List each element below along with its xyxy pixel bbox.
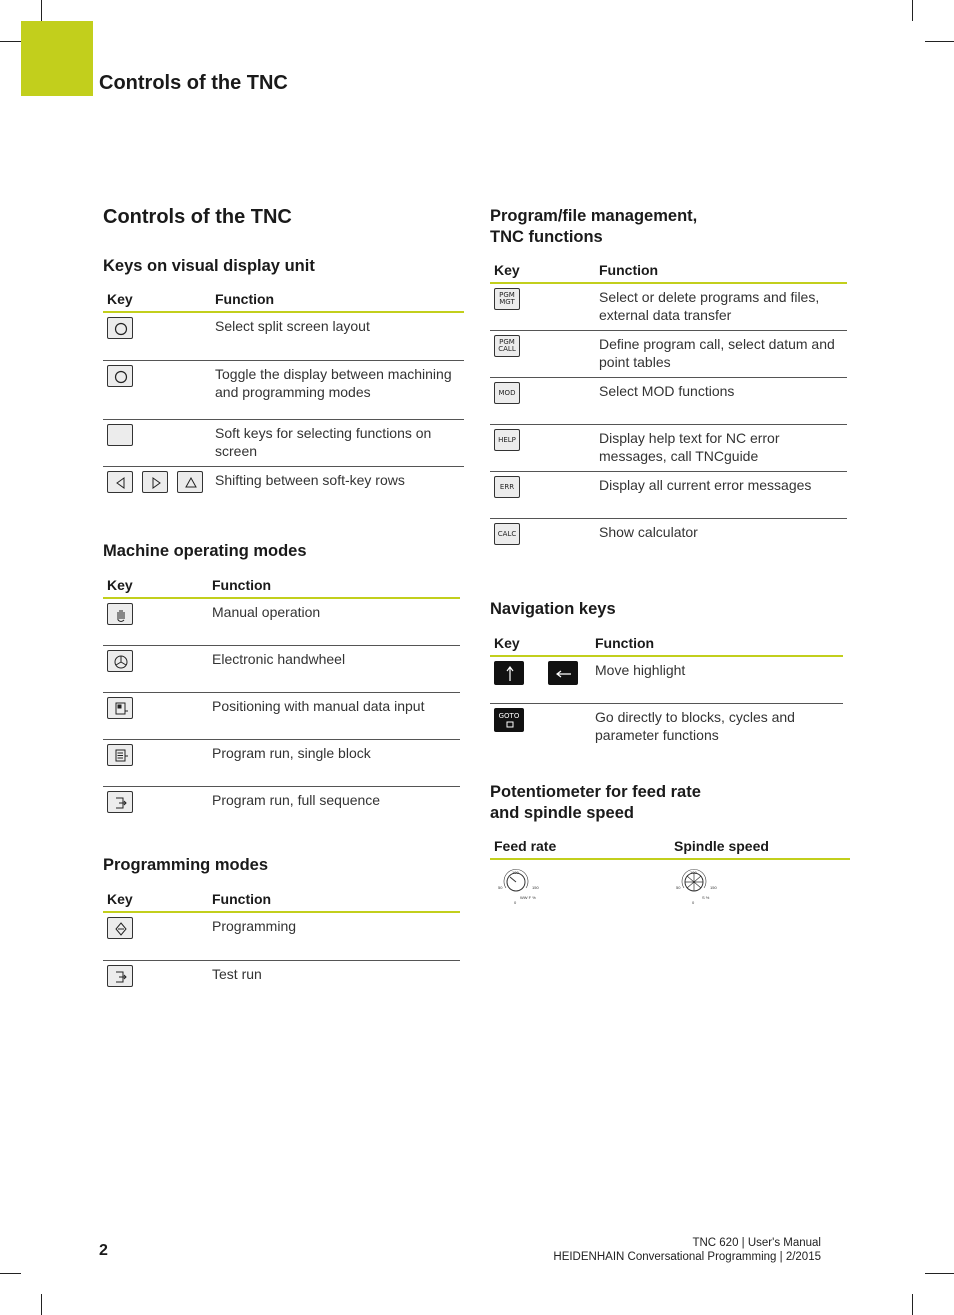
full-sequence-icon [107, 791, 133, 813]
table-cell: Shifting between soft-key rows [215, 471, 405, 488]
table-cell: Define program call, select datum and point tables [595, 330, 847, 377]
col-function: Function [208, 889, 460, 912]
test-run-icon [107, 965, 133, 987]
crop-mark [41, 0, 42, 21]
header-accent-block [21, 21, 93, 96]
vdu-keys-heading: Keys on visual display unit [103, 257, 315, 275]
mdi-positioning-icon [107, 697, 133, 719]
table-cell: Manual operation [208, 598, 460, 645]
dial-label: 150 [532, 885, 539, 890]
hand-manual-icon [107, 603, 133, 625]
programming-modes-table [103, 889, 460, 1007]
table-cell: Select or delete programs and files, external data transfer [595, 283, 847, 330]
crop-mark [912, 0, 913, 21]
mod-key-icon [494, 382, 520, 404]
dial-label: WW F % [520, 895, 536, 900]
table-cell: Positioning with manual data input [208, 692, 460, 739]
handwheel-icon [107, 650, 133, 672]
feed-rate-dial-icon [494, 864, 554, 904]
pgm-call-key-icon [494, 335, 520, 357]
soft-key-row-left-icon [107, 471, 133, 493]
col-function: Function [591, 633, 843, 656]
navigation-keys-table [490, 633, 843, 750]
crop-mark [0, 1273, 21, 1274]
key-label: GOTO [498, 711, 520, 720]
machine-modes-heading: Machine operating modes [103, 542, 307, 560]
heading-line: Potentiometer for feed rate [490, 783, 701, 801]
running-header-title: Controls of the TNC [99, 72, 288, 94]
footer-line: HEIDENHAIN Conversational Programming | 2/2015 [553, 1251, 821, 1263]
goto-key-icon [494, 708, 524, 732]
dial-label: 0 [514, 900, 517, 905]
section-title: Controls of the TNC [103, 206, 292, 228]
machine-modes-table [103, 575, 460, 833]
table-cell: Soft keys for selecting functions on screen [211, 419, 464, 466]
vdu-keys-table [103, 289, 464, 512]
dial-label: S % [702, 895, 710, 900]
crop-mark [912, 1294, 913, 1315]
crop-mark [925, 1273, 954, 1274]
table-cell: Program run, single block [208, 739, 460, 786]
spindle-speed-dial-icon [674, 864, 734, 904]
programming-mode-icon [107, 917, 133, 939]
help-key-icon [494, 429, 520, 451]
key-label: CALL [498, 344, 516, 353]
right-column [490, 206, 852, 908]
left-column [103, 206, 465, 1007]
pgm-mgt-key-icon [494, 288, 520, 310]
single-block-icon [107, 744, 133, 766]
key-label: HELP [498, 435, 516, 444]
crop-mark [0, 41, 21, 42]
dial-label: 100 [690, 870, 697, 875]
key-label: MOD [498, 388, 516, 397]
key-label: PGM [499, 291, 515, 299]
col-feed-rate: Feed rate [490, 836, 670, 859]
key-label: MGT [499, 298, 515, 306]
pgm-management-heading [490, 206, 852, 248]
table-cell: Display help text for NC error messages, call TNCguide [595, 424, 847, 471]
pgm-management-table [490, 260, 847, 565]
footer-text [553, 1236, 821, 1264]
crop-mark [41, 1294, 42, 1315]
table-cell: Select MOD functions [595, 377, 847, 424]
key-label: CALC [497, 529, 517, 538]
arrow-up-key-icon [494, 661, 524, 685]
split-screen-key-icon [107, 317, 133, 339]
soft-key-row-up-icon [177, 471, 203, 493]
dial-label: 100 [512, 870, 519, 875]
dial-label: 50 [676, 885, 681, 890]
page-number: 2 [99, 1242, 108, 1259]
potentiometer-heading [490, 782, 852, 824]
col-key: Key [103, 575, 208, 598]
dial-label: 50 [498, 885, 503, 890]
arrow-left-key-icon [548, 661, 578, 685]
heading-line: TNC functions [490, 228, 603, 246]
table-cell: Move highlight [591, 656, 843, 703]
heading-line: and spindle speed [490, 804, 634, 822]
dial-label: 150 [710, 885, 717, 890]
col-function: Function [208, 575, 460, 598]
programming-modes-heading: Programming modes [103, 856, 269, 874]
col-function: Function [211, 289, 464, 312]
key-label: PGM [499, 337, 515, 346]
col-spindle-speed: Spindle speed [670, 836, 850, 859]
col-key: Key [103, 889, 208, 912]
soft-key-row-right-icon [142, 471, 168, 493]
err-key-icon [494, 476, 520, 498]
table-cell: Program run, full sequence [212, 791, 381, 808]
table-cell: Go directly to blocks, cycles and parameter functions [595, 708, 795, 743]
soft-key-icon [107, 424, 133, 446]
table-cell: Display all current error messages [595, 471, 847, 518]
table-cell: Programming [208, 912, 460, 960]
col-key: Key [103, 289, 211, 312]
table-cell: Show calculator [599, 523, 698, 540]
key-label: ERR [499, 482, 515, 491]
heading-line: Program/file management, [490, 207, 698, 225]
table-cell: Toggle the display between machining and programming modes [211, 360, 464, 419]
table-cell: Test run [212, 965, 262, 982]
potentiometer-table [490, 836, 850, 908]
table-cell: Select split screen layout [211, 312, 464, 360]
col-key: Key [490, 260, 595, 283]
dial-label: 0 [692, 900, 695, 905]
table-cell: Electronic handwheel [208, 645, 460, 692]
crop-mark [925, 41, 954, 42]
toggle-display-key-icon [107, 365, 133, 387]
navigation-keys-heading: Navigation keys [490, 600, 616, 618]
col-key: Key [490, 633, 591, 656]
calc-key-icon [494, 523, 520, 545]
col-function: Function [595, 260, 847, 283]
footer-line: TNC 620 | User's Manual [692, 1237, 821, 1249]
